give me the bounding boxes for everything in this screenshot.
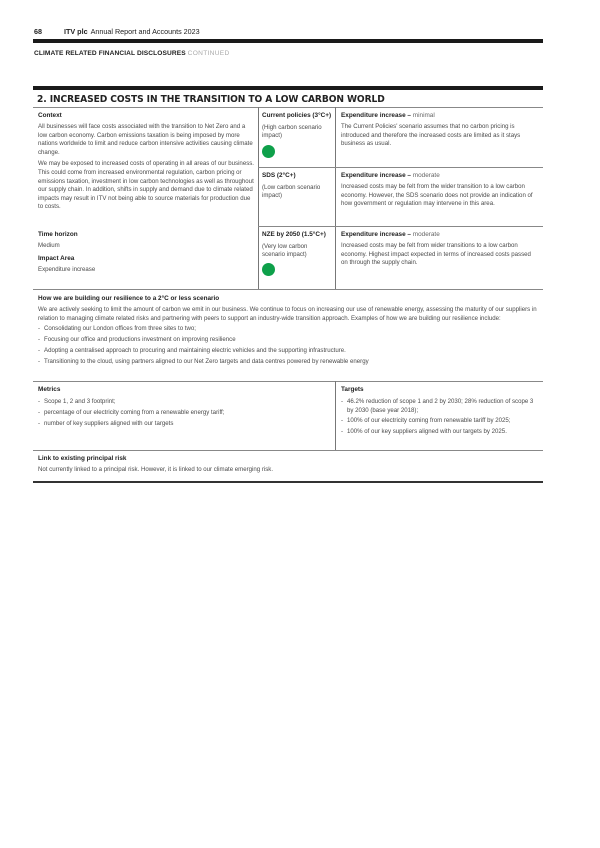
list-item: - Transitioning to the cloud, using partners aligned to our Net Zero targets and data centres powered by renewable energy [38,358,538,367]
context-block [38,112,254,212]
page-title: 2. INCREASED COSTS IN THE TRANSITION TO A LOW CARBON WORLD [37,94,385,105]
section-label [34,50,230,57]
list-item: - Focusing our office and productions investment on improving resilience [38,336,538,345]
list-item: - 100% of our electricity coming from renewable tariff by 2025; [341,417,539,426]
expenditure-level: moderate [412,231,440,238]
divider [33,450,543,451]
divider [33,381,543,382]
context-heading: Context [38,112,62,119]
column-divider [335,381,336,450]
scenario-impact: (Low carbon scenario impact) [262,183,321,200]
resilience-list [38,325,538,366]
status-dot-icon [262,263,275,276]
list-item: - 46.2% reduction of scope 1 and 2 by 2030; 28% reduction of scope 3 by 2030 (base year 2018); [341,398,539,415]
expenditure-label: Expenditure increase – [341,112,411,119]
scenario-name: SDS (2°C+) [262,172,296,179]
row-divider [258,167,543,168]
scenario-sds [262,172,332,201]
row-divider [258,226,543,227]
list-item: - Scope 1, 2 and 3 footprint; [38,398,328,407]
expenditure-description: Increased costs may be felt from the wider transition to a low carbon economy. However, the SDS scenario does not provide an indication of how government or regulation may intervene in this area. [341,183,533,208]
metrics-block [38,386,328,430]
bottom-rule [33,481,543,483]
expenditure-sds [341,172,539,209]
expenditure-current-policies [341,112,539,149]
page-number: 68 [34,27,42,36]
principal-risk-heading: Link to existing principal risk [38,455,127,462]
expenditure-label: Expenditure increase – [341,231,411,238]
resilience-intro: We are actively seeking to limit the amount of carbon we emit in our business. We continue to focus on increasing our use of renewable energy, assessing the maturity of our suppliers in relation to managing climate related risks and partnering with peers to support an industry-wide transition approach. Examples of how we are building our resilience include: [38,306,537,322]
time-impact-block [38,231,254,274]
list-item: - Adopting a centralised approach to procuring and maintaining electric vehicles and the supporting infrastructure. [38,347,538,356]
principal-risk-block [38,455,538,475]
continued-label: CONTINUED [187,50,230,57]
list-item: - 100% of our key suppliers aligned with our targets by 2025. [341,428,539,437]
column-divider [335,107,336,289]
metrics-list [38,398,328,428]
scenario-impact: (High carbon scenario impact) [262,123,322,140]
expenditure-label: Expenditure increase – [341,172,411,179]
list-item: - number of key suppliers aligned with our targets [38,420,328,429]
expenditure-description: The Current Policies' scenario assumes that no carbon pricing is introduced and therefore the increased costs are limited as it stays business as usual. [341,123,521,148]
divider [33,107,543,108]
impact-area-value: Expenditure increase [38,265,96,273]
brand-name: ITV plc [64,27,88,36]
expenditure-nze [341,231,539,268]
scenario-name: NZE by 2050 (1.5°C+) [262,231,326,238]
report-title: Annual Report and Accounts 2023 [90,27,200,36]
list-item: - percentage of our electricity coming from a renewable energy tariff; [38,409,328,418]
context-para-2: We may be exposed to increased costs of operating in all areas of our business. This could come from increased environmental regulation, carbon pricing or emissions taxation, investment in low carbon technologies as well as throughout our supply chain. In addition, shifts in supply and demand due to climate related impacts may result in ITV not being able to source materials for production due to costs. [38,160,254,211]
metrics-heading: Metrics [38,386,61,393]
scenario-current-policies [262,112,332,158]
header-rule [33,39,543,43]
time-horizon-value: Medium [38,242,60,249]
scenario-nze [262,231,332,276]
title-rule [33,86,543,90]
impact-area-heading: Impact Area [38,254,75,262]
targets-heading: Targets [341,386,364,393]
principal-risk-text: Not currently linked to a principal risk. However, it is linked to our climate emerging risk. [38,466,274,473]
resilience-block [38,295,538,368]
list-item: - Consolidating our London offices from three sites to two; [38,325,538,334]
divider [33,289,543,290]
scenario-impact: (Very low carbon scenario impact) [262,242,308,259]
column-divider [258,107,259,289]
expenditure-description: Increased costs may be felt from wider transitions to a low carbon economy. Highest impact expected in terms of increased costs passed on through the supply chain. [341,242,531,267]
section-name: CLIMATE RELATED FINANCIAL DISCLOSURES [34,50,186,57]
targets-block [341,386,539,439]
expenditure-level: moderate [412,172,440,179]
time-horizon-heading: Time horizon [38,231,78,238]
status-dot-icon [262,145,275,158]
scenario-name: Current policies (3°C+) [262,112,332,119]
context-para-1: All businesses will face costs associated with the transition to Net Zero and a low carbon economy. Carbon emissions taxation is being imposed by more nations worldwide to limit and reduce carbon intensive activities causing climate change. [38,123,253,156]
resilience-heading: How we are building our resilience to a 2°C or less scenario [38,295,220,302]
expenditure-level: minimal [412,112,435,119]
running-header [34,27,200,36]
targets-list [341,398,539,437]
